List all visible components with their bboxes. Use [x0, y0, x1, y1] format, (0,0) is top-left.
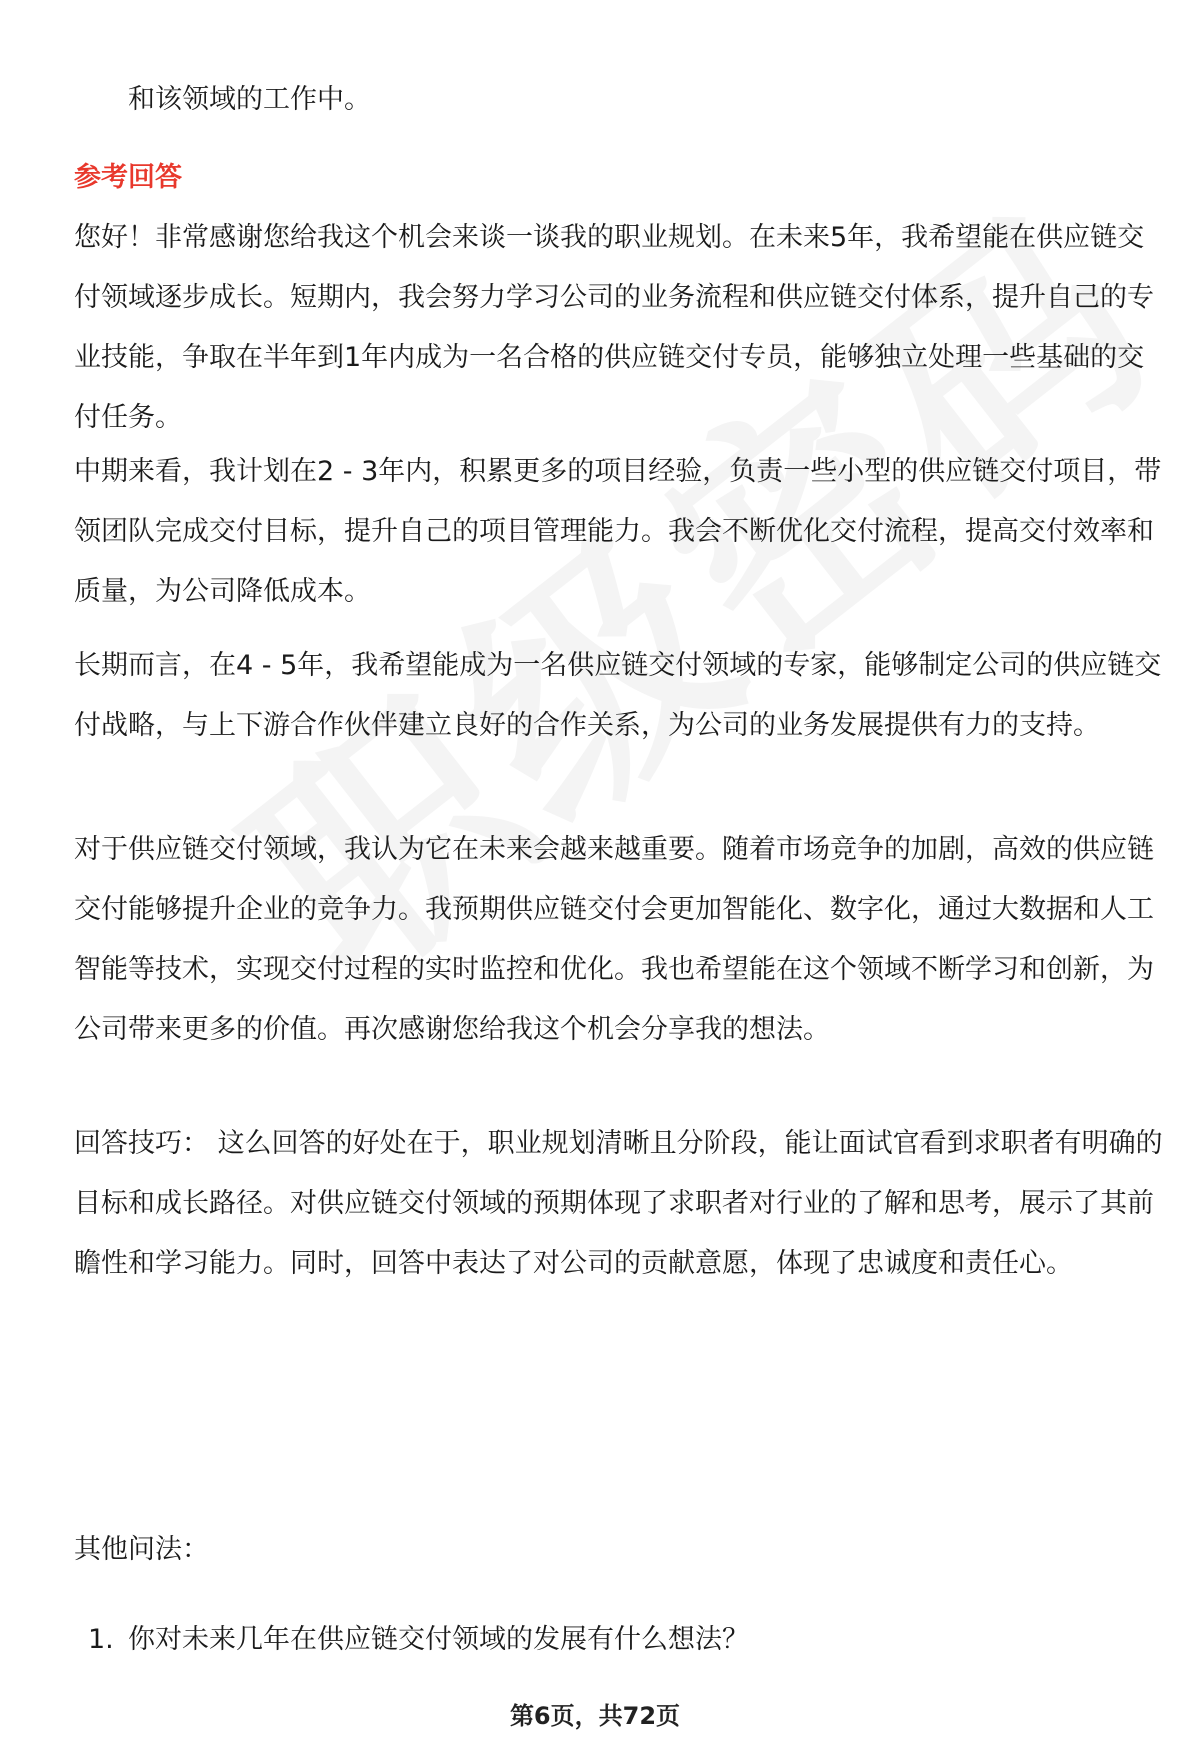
- paragraph-outlook: 对于供应链交付领域，我认为它在未来会越来越重要。随着市场竞争的加剧，高效的供应链交付能够提升企业的竞争力。我预期供应链交付会更加智能化、数字化，通过大数据和人工智能等技术，实现交付过程的实时监控和优化。我也希望能在这个领域不断学习和创新，为公司带来更多的价值。再次感谢您给我这个机会分享我的想法。: [74, 834, 1154, 1045]
- paragraph-intro: 您好！非常感谢您给我这个机会来谈一谈我的职业规划。在未来5年，我希望能在供应链交付领域逐步成长。短期内，我会努力学习公司的业务流程和供应链交付体系，提升自己的专业技能，争取在半年到1年内成为一名合格的供应链交付专员，能够独立处理一些基础的交付任务。: [74, 222, 1154, 433]
- page-footer: 第6页，共72页: [509, 1702, 681, 1730]
- paragraph-tips: 回答技巧： 这么回答的好处在于，职业规划清晰且分阶段，能让面试官看到求职者有明确的目标和成长路径。对供应链交付领域的预期体现了求职者对行业的了解和思考，展示了其前瞻性和学习能力。同时，回答中表达了对公司的贡献意愿，体现了忠诚度和责任心。: [74, 1128, 1163, 1279]
- other-questions-label: 其他问法：: [74, 1534, 209, 1565]
- list-item: [88, 1610, 749, 1670]
- paragraph-mid-term: 中期来看，我计划在2 - 3年内，积累更多的项目经验，负责一些小型的供应链交付项目，带领团队完成交付目标，提升自己的项目管理能力。我会不断优化交付流程，提高交付效率和质量，为公司降低成本。: [74, 456, 1162, 607]
- paragraph-long-term: 长期而言，在4 - 5年，我希望能成为一名供应链交付领域的专家，能够制定公司的供应链交付战略，与上下游合作伙伴建立良好的合作关系，为公司的业务发展提供有力的支持。: [74, 650, 1162, 741]
- continued-text: 和该领域的工作中。: [128, 84, 371, 115]
- list-item-text: 你对未来几年在供应链交付领域的发展有什么想法？: [128, 1624, 749, 1655]
- section-heading: 参考回答: [74, 162, 182, 193]
- list-item-number: 1.: [88, 1624, 114, 1655]
